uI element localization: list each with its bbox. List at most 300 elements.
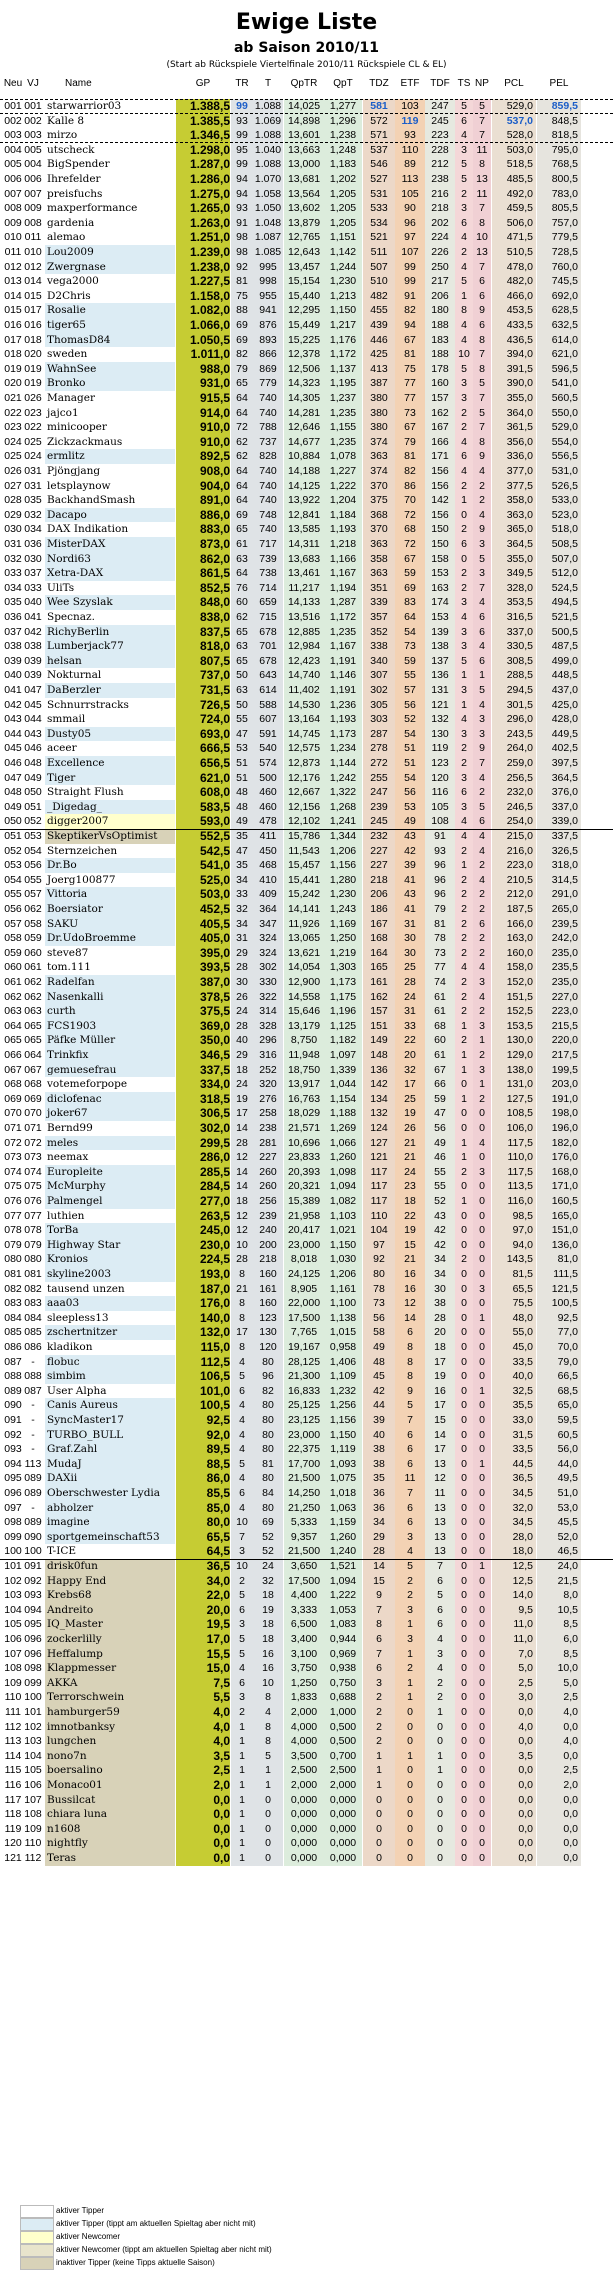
cell-t: 32 xyxy=(253,1574,283,1589)
cell-etf: 81 xyxy=(395,449,425,464)
cell-tdf: 0 xyxy=(425,1851,455,1866)
cell-tdf: 137 xyxy=(425,654,455,669)
table-row xyxy=(0,172,613,187)
cell-gp: 337,5 xyxy=(176,1063,230,1078)
cell-tdf: 245 xyxy=(425,114,455,129)
cell-qptr: 10,696 xyxy=(284,1136,324,1151)
cell-pel: 526,5 xyxy=(537,479,581,494)
cell-tdf: 202 xyxy=(425,216,455,231)
cell-tdf: 3 xyxy=(425,1647,455,1662)
cell-tr: 8 xyxy=(231,1296,253,1311)
cell-t: 869 xyxy=(253,362,283,377)
cell-qpt: 1,191 xyxy=(324,683,362,698)
cell-pcl: 316,5 xyxy=(492,610,536,625)
table-row xyxy=(0,1822,613,1837)
cell-tr: 1 xyxy=(231,1734,253,1749)
cell-name: Andreito xyxy=(45,1603,175,1618)
cell-pel: 449,5 xyxy=(537,727,581,742)
cell-ts: 4 xyxy=(455,128,473,143)
cell-tr: 69 xyxy=(231,318,253,333)
cell-etf: 39 xyxy=(395,858,425,873)
cell-etf: 43 xyxy=(395,829,425,844)
cell-vj: 109 xyxy=(24,1822,42,1835)
cell-np: 4 xyxy=(473,508,491,523)
cell-np: 3 xyxy=(473,1019,491,1034)
cell-gp: 106,5 xyxy=(176,1369,230,1384)
cell-name: Tiger xyxy=(45,771,175,786)
cell-tdz: 413 xyxy=(363,362,395,377)
cell-tdz: 38 xyxy=(363,1442,395,1457)
cell-neu: 081 xyxy=(4,1268,22,1280)
cell-qpt: 1,159 xyxy=(324,1515,362,1530)
table-row xyxy=(0,917,613,932)
cell-tr: 28 xyxy=(231,960,253,975)
cell-tr: 14 xyxy=(231,1165,253,1180)
cell-tdf: 18 xyxy=(425,1340,455,1355)
cell-vj: 019 xyxy=(24,362,42,375)
cell-pel: 692,0 xyxy=(537,289,581,304)
cell-gp: 452,5 xyxy=(176,902,230,917)
cell-neu: 017 xyxy=(4,333,22,346)
cell-gp: 140,0 xyxy=(176,1311,230,1326)
cell-qptr: 0,000 xyxy=(284,1807,324,1822)
cell-qpt: 1,172 xyxy=(324,347,362,362)
cell-pcl: 117,5 xyxy=(492,1165,536,1180)
cell-tdz: 127 xyxy=(363,1136,395,1151)
cell-tdf: 34 xyxy=(425,1267,455,1282)
cell-etf: 1 xyxy=(395,1617,425,1632)
cell-qpt: 0,000 xyxy=(324,1822,362,1837)
cell-gp: 334,0 xyxy=(176,1077,230,1092)
cell-neu: 112 xyxy=(4,1720,22,1733)
cell-name: hamburger59 xyxy=(45,1705,175,1720)
cell-neu: 029 xyxy=(4,508,22,521)
cell-name: minicooper xyxy=(45,420,175,435)
cell-qptr: 14,323 xyxy=(284,376,324,391)
cell-tdf: 6 xyxy=(425,1617,455,1632)
cell-etf: 77 xyxy=(395,376,425,391)
cell-name: Straight Flush xyxy=(45,785,175,800)
cell-tdf: 55 xyxy=(425,1165,455,1180)
table-row xyxy=(0,975,613,990)
cell-name: Terrorschwein xyxy=(45,1690,175,1705)
cell-tdf: 13 xyxy=(425,1457,455,1472)
cell-gp: 0,0 xyxy=(176,1807,230,1822)
table-row xyxy=(0,1428,613,1443)
cell-neu: 027 xyxy=(4,479,22,492)
cell-pel: 191,0 xyxy=(537,1092,581,1107)
cell-np: 3 xyxy=(473,727,491,742)
table-row xyxy=(0,756,613,771)
cell-vj: 071 xyxy=(24,1122,42,1134)
cell-pcl: 98,5 xyxy=(492,1209,536,1224)
cell-name: Radelfan xyxy=(45,975,175,990)
cell-qptr: 3,500 xyxy=(284,1749,324,1764)
cell-pcl: 28,0 xyxy=(492,1530,536,1545)
cell-t: 0 xyxy=(253,1851,283,1866)
cell-etf: 23 xyxy=(395,1179,425,1194)
cell-t: 81 xyxy=(253,1457,283,1472)
cell-np: 0 xyxy=(473,1617,491,1632)
cell-qptr: 25,125 xyxy=(284,1398,324,1413)
cell-pel: 65,0 xyxy=(537,1398,581,1413)
cell-gp: 1.227,5 xyxy=(176,274,230,289)
cell-tdz: 2 xyxy=(363,1705,395,1720)
cell-qpt: 0,000 xyxy=(324,1851,362,1866)
cell-t: 69 xyxy=(253,1515,283,1530)
cell-qpt: 1,406 xyxy=(324,1355,362,1370)
cell-tdz: 56 xyxy=(363,1311,395,1326)
cell-tr: 12 xyxy=(231,1150,253,1165)
cell-ts: 6 xyxy=(455,537,473,552)
cell-t: 717 xyxy=(253,537,283,552)
cell-etf: 69 xyxy=(395,581,425,596)
table-row xyxy=(0,260,613,275)
cell-np: 6 xyxy=(473,274,491,289)
cell-tr: 65 xyxy=(231,654,253,669)
cell-qptr: 14,311 xyxy=(284,537,324,552)
cell-gp: 891,0 xyxy=(176,493,230,508)
cell-etf: 7 xyxy=(395,1413,425,1428)
cell-vj: 074 xyxy=(24,1165,42,1178)
cell-name: Manager xyxy=(45,391,175,406)
table-row xyxy=(0,420,613,435)
cell-pel: 500,5 xyxy=(537,625,581,640)
cell-t: 1.088 xyxy=(254,129,282,142)
cell-t: 740 xyxy=(253,522,283,537)
cell-t: 160 xyxy=(253,1267,283,1282)
cell-neu: 082 xyxy=(4,1282,22,1295)
legend-swatch xyxy=(20,2231,54,2244)
cell-ts: 2 xyxy=(455,581,473,596)
cell-neu: 088 xyxy=(4,1370,22,1383)
cell-neu: 006 xyxy=(4,173,22,185)
cell-t: 779 xyxy=(253,376,283,391)
cell-t: 478 xyxy=(253,814,283,829)
cell-ts: 2 xyxy=(455,741,473,756)
cell-pel: 512,0 xyxy=(537,566,581,581)
cell-ts: 0 xyxy=(455,1267,473,1282)
cell-etf: 73 xyxy=(395,639,425,654)
cell-neu: 011 xyxy=(4,246,22,258)
cell-neu: 040 xyxy=(4,669,22,682)
cell-qpt: 1,173 xyxy=(324,727,362,742)
cell-pcl: 390,0 xyxy=(492,376,536,391)
cell-vj: 059 xyxy=(24,932,42,945)
cell-vj: 010 xyxy=(24,246,42,258)
cell-tdz: 134 xyxy=(363,1092,395,1107)
cell-neu: 073 xyxy=(4,1151,22,1164)
cell-qptr: 22,000 xyxy=(284,1296,324,1311)
cell-tdz: 527 xyxy=(363,172,395,187)
cell-name: FCS1903 xyxy=(45,1019,175,1034)
cell-qptr: 15,449 xyxy=(284,318,324,333)
cell-t: 1 xyxy=(253,1778,283,1793)
cell-t: 591 xyxy=(253,727,283,742)
cell-vj: 041 xyxy=(24,611,42,623)
cell-t: 322 xyxy=(253,990,283,1005)
cell-gp: 583,5 xyxy=(176,800,230,815)
cell-vj: 043 xyxy=(24,727,42,740)
cell-np: 0 xyxy=(473,1749,491,1764)
cell-name: smmail xyxy=(45,712,175,727)
cell-t: 1.088 xyxy=(254,158,282,171)
cell-vj: 090 xyxy=(24,1530,42,1543)
cell-np: 0 xyxy=(473,1486,491,1501)
legend-label: inaktiver Tipper (keine Tipps aktuelle Saison) xyxy=(56,2258,215,2267)
cell-pel: 521,5 xyxy=(537,610,581,625)
cell-neu: 059 xyxy=(4,946,22,959)
cell-gp: 405,0 xyxy=(176,931,230,946)
cell-np: 6 xyxy=(473,289,491,304)
cell-name: SyncMaster17 xyxy=(45,1413,175,1428)
cell-tdz: 36 xyxy=(363,1501,395,1516)
cell-pcl: 113,5 xyxy=(492,1179,536,1194)
cell-t: 238 xyxy=(253,1121,283,1136)
cell-etf: 91 xyxy=(395,289,425,304)
cell-name: Graf.Zahl xyxy=(45,1442,175,1457)
cell-np: 1 xyxy=(473,1077,491,1092)
cell-etf: 56 xyxy=(395,698,425,713)
cell-gp: 88,5 xyxy=(176,1457,230,1472)
cell-qptr: 11,402 xyxy=(284,683,324,698)
cell-tr: 1 xyxy=(231,1749,253,1764)
cell-pcl: 33,0 xyxy=(492,1413,536,1428)
cell-tdz: 132 xyxy=(363,1106,395,1121)
table-row xyxy=(0,1574,613,1589)
cell-etf: 18 xyxy=(395,1194,425,1209)
cell-t: 200 xyxy=(253,1238,283,1253)
cell-tdf: 0 xyxy=(425,1822,455,1837)
cell-tdz: 531 xyxy=(363,187,395,202)
header-gp: GP xyxy=(195,78,211,89)
cell-pel: 531,0 xyxy=(537,464,581,479)
row-separator xyxy=(0,113,613,114)
table-row xyxy=(0,1252,613,1267)
cell-tdz: 110 xyxy=(363,1209,395,1224)
cell-name: nightfly xyxy=(45,1836,175,1851)
cell-qpt: 1,244 xyxy=(324,260,362,275)
cell-neu: 094 xyxy=(4,1457,22,1470)
cell-neu: 072 xyxy=(4,1136,22,1149)
cell-name: lungchen xyxy=(45,1734,175,1749)
cell-pel: 494,5 xyxy=(537,595,581,610)
cell-t: 740 xyxy=(253,464,283,479)
cell-qpt: 1,242 xyxy=(324,771,362,786)
cell-name: Dr.UdoBroemme xyxy=(45,931,175,946)
cell-qptr: 14,125 xyxy=(284,479,324,494)
cell-gp: 848,0 xyxy=(176,595,230,610)
cell-t: 998 xyxy=(253,274,283,289)
cell-tdf: 2 xyxy=(425,1676,455,1691)
cell-t: 460 xyxy=(253,785,283,800)
cell-tdz: 546 xyxy=(363,157,395,172)
cell-tdf: 156 xyxy=(425,479,455,494)
table-row xyxy=(0,610,613,625)
cell-pel: 337,0 xyxy=(537,800,581,815)
cell-pel: 79,0 xyxy=(537,1355,581,1370)
cell-qptr: 14,133 xyxy=(284,595,324,610)
cell-qpt: 1,194 xyxy=(324,581,362,596)
cell-neu: 009 xyxy=(4,216,22,229)
cell-tdz: 8 xyxy=(363,1617,395,1632)
cell-etf: 7 xyxy=(395,1486,425,1501)
cell-pcl: 482,0 xyxy=(492,274,536,289)
cell-tdz: 510 xyxy=(363,274,395,289)
cell-gp: 542,5 xyxy=(176,844,230,859)
cell-ts: 1 xyxy=(455,668,473,683)
cell-neu: 037 xyxy=(4,625,22,638)
cell-vj: 077 xyxy=(24,1209,42,1222)
cell-tr: 64 xyxy=(231,464,253,479)
cell-ts: 4 xyxy=(455,960,473,975)
cell-gp: 187,0 xyxy=(176,1282,230,1297)
cell-np: 3 xyxy=(473,537,491,552)
cell-t: 0 xyxy=(253,1836,283,1851)
header-tr: TR xyxy=(235,78,249,89)
cell-neu: 003 xyxy=(4,129,22,142)
cell-name: vega2000 xyxy=(45,274,175,289)
cell-qptr: 21,571 xyxy=(284,1121,324,1136)
cell-tdz: 165 xyxy=(363,960,395,975)
page-note: (Start ab Rückspiele Viertelfinale 2010/11 Rückspiele CL & EL) xyxy=(166,60,447,70)
cell-tr: 6 xyxy=(231,1603,253,1618)
cell-qptr: 13,000 xyxy=(284,157,324,172)
cell-qptr: 12,378 xyxy=(284,347,324,362)
cell-np: 0 xyxy=(473,1661,491,1676)
cell-np: 7 xyxy=(473,347,491,362)
cell-np: 6 xyxy=(473,917,491,932)
cell-vj: 068 xyxy=(24,1078,42,1091)
cell-neu: 057 xyxy=(4,917,22,930)
cell-pel: 4,0 xyxy=(537,1734,581,1749)
cell-tdf: 47 xyxy=(425,1106,455,1121)
cell-vj: 067 xyxy=(24,1063,42,1076)
cell-neu: 056 xyxy=(4,903,22,915)
cell-tdf: 120 xyxy=(425,771,455,786)
cell-tr: 4 xyxy=(231,1413,253,1428)
table-row xyxy=(0,114,613,129)
cell-name: boersalino xyxy=(45,1763,175,1778)
cell-ts: 0 xyxy=(455,1077,473,1092)
cell-etf: 82 xyxy=(395,303,425,318)
cell-tdz: 374 xyxy=(363,435,395,450)
cell-ts: 0 xyxy=(455,1384,473,1399)
cell-gp: 387,0 xyxy=(176,975,230,990)
cell-qpt: 1,268 xyxy=(324,800,362,815)
cell-vj: 058 xyxy=(24,917,42,930)
cell-name: flobuc xyxy=(45,1355,175,1370)
cell-tdf: 0 xyxy=(425,1778,455,1793)
cell-t: 80 xyxy=(253,1398,283,1413)
cell-ts: 0 xyxy=(455,1355,473,1370)
cell-tr: 91 xyxy=(231,216,253,231)
cell-tdz: 358 xyxy=(363,552,395,567)
cell-tdf: 42 xyxy=(425,1238,455,1253)
cell-name: starwarrior03 xyxy=(45,99,175,114)
cell-qptr: 20,417 xyxy=(284,1223,324,1238)
cell-neu: 077 xyxy=(4,1209,22,1222)
cell-pcl: 436,5 xyxy=(492,333,536,348)
cell-name: tom.111 xyxy=(45,960,175,975)
cell-pcl: 12,5 xyxy=(492,1574,536,1589)
cell-gp: 245,0 xyxy=(176,1223,230,1238)
cell-qptr: 15,441 xyxy=(284,873,324,888)
cell-qpt: 1,234 xyxy=(324,741,362,756)
cell-t: 0 xyxy=(253,1822,283,1837)
cell-vj: 096 xyxy=(24,1633,42,1645)
cell-ts: 2 xyxy=(455,946,473,961)
cell-qptr: 13,516 xyxy=(284,610,324,625)
cell-pel: 8,0 xyxy=(537,1588,581,1603)
cell-np: 7 xyxy=(473,420,491,435)
cell-neu: 069 xyxy=(4,1092,22,1105)
cell-ts: 0 xyxy=(455,1223,473,1238)
table-row xyxy=(0,552,613,567)
cell-qpt: 1,021 xyxy=(324,1223,362,1238)
row-separator xyxy=(0,829,613,830)
table-row xyxy=(0,1063,613,1078)
cell-name: preisfuchs xyxy=(45,187,175,202)
cell-tdf: 55 xyxy=(425,1179,455,1194)
cell-tr: 64 xyxy=(231,566,253,581)
cell-np: 0 xyxy=(473,1690,491,1705)
cell-t: 0 xyxy=(253,1807,283,1822)
cell-tr: 31 xyxy=(231,931,253,946)
cell-name: utscheck xyxy=(45,143,175,158)
cell-pel: 220,0 xyxy=(537,1033,581,1048)
cell-vj: 056 xyxy=(24,859,42,872)
cell-neu: 099 xyxy=(4,1530,22,1543)
cell-np: 1 xyxy=(473,1033,491,1048)
cell-tr: 69 xyxy=(231,333,253,348)
cell-tdf: 61 xyxy=(425,1004,455,1019)
cell-tdf: 17 xyxy=(425,1442,455,1457)
cell-pel: 223,0 xyxy=(537,1004,581,1019)
cell-tr: 14 xyxy=(231,1121,253,1136)
cell-pcl: 256,5 xyxy=(492,771,536,786)
cell-np: 2 xyxy=(473,785,491,800)
cell-pcl: 160,0 xyxy=(492,946,536,961)
header-np: NP xyxy=(475,78,489,89)
cell-ts: 1 xyxy=(455,289,473,304)
cell-qptr: 5,333 xyxy=(284,1515,324,1530)
cell-ts: 2 xyxy=(455,1252,473,1267)
cell-t: 866 xyxy=(253,347,283,362)
cell-pcl: 337,0 xyxy=(492,625,536,640)
cell-gp: 1.251,0 xyxy=(176,230,230,245)
table-row xyxy=(0,566,613,581)
cell-qptr: 10,884 xyxy=(284,449,324,464)
cell-pel: 760,0 xyxy=(537,260,581,275)
cell-name: T-ICE xyxy=(45,1544,175,1559)
cell-name: Canis Aureus xyxy=(45,1398,175,1413)
cell-np: 0 xyxy=(473,1515,491,1530)
cell-vj: 096 xyxy=(24,1647,42,1660)
cell-tr: 4 xyxy=(231,1398,253,1413)
cell-t: 701 xyxy=(253,639,283,654)
cell-etf: 42 xyxy=(395,844,425,859)
cell-pcl: 246,5 xyxy=(492,800,536,815)
cell-neu: 052 xyxy=(4,844,22,857)
cell-tdf: 139 xyxy=(425,625,455,640)
header-neu: Neu xyxy=(3,78,23,89)
cell-name: Kalle 8 xyxy=(45,114,175,129)
cell-pcl: 34,5 xyxy=(492,1515,536,1530)
cell-tr: 99 xyxy=(231,99,253,114)
table-row xyxy=(0,157,613,172)
cell-t: 330 xyxy=(253,975,283,990)
